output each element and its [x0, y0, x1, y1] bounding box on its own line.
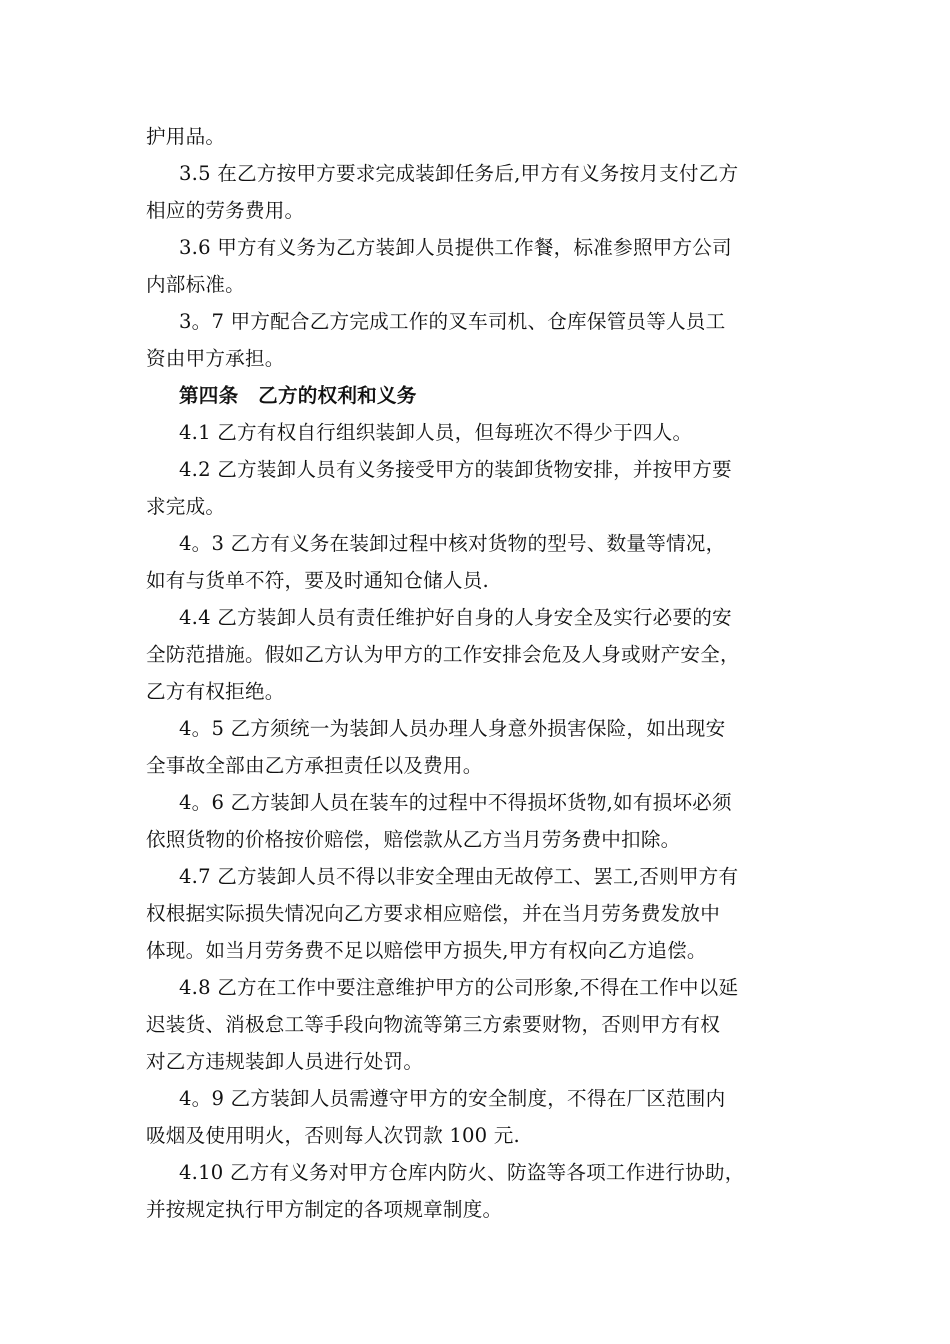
- text-line: 吸烟及使用明火，否则每人次罚款 100 元.: [146, 1124, 520, 1147]
- clause-3-7: 3。7 甲方配合乙方完成工作的叉车司机、仓库保管员等人员工: [179, 310, 726, 333]
- clause-4-1: 4.1 乙方有权自行组织装卸人员，但每班次不得少于四人。: [179, 421, 693, 444]
- text-line: 全事故全部由乙方承担责任以及费用。: [146, 754, 483, 777]
- clause-4-8: 4.8 乙方在工作中要注意维护甲方的公司形象,不得在工作中以延: [179, 976, 739, 999]
- clause-3-6: 3.6 甲方有义务为乙方装卸人员提供工作餐，标准参照甲方公司: [179, 236, 732, 259]
- text-line: 护用品。: [146, 125, 226, 148]
- clause-3-5: 3.5 在乙方按甲方要求完成装卸任务后,甲方有义务按月支付乙方: [179, 162, 739, 185]
- text-line: 求完成。: [146, 495, 226, 518]
- clause-4-2: 4.2 乙方装卸人员有义务接受甲方的装卸货物安排，并按甲方要: [179, 458, 732, 481]
- clause-4-4: 4.4 乙方装卸人员有责任维护好自身的人身安全及实行必要的安: [179, 606, 732, 629]
- clause-4-5: 4。5 乙方须统一为装卸人员办理人身意外损害保险，如出现安: [179, 717, 726, 740]
- text-line: 相应的劳务费用。: [146, 199, 305, 222]
- section-heading-article-4: 第四条 乙方的权利和义务: [179, 384, 417, 407]
- text-line: 对乙方违规装卸人员进行处罚。: [146, 1050, 424, 1073]
- document-page: [146, 118, 814, 1228]
- text-line: 乙方有权拒绝。: [146, 680, 285, 703]
- clause-4-9: 4。9 乙方装卸人员需遵守甲方的安全制度，不得在厂区范围内: [179, 1087, 726, 1110]
- clause-4-7: 4.7 乙方装卸人员不得以非安全理由无故停工、罢工,否则甲方有: [179, 865, 739, 888]
- text-line: 资由甲方承担。: [146, 347, 285, 370]
- text-line: 权根据实际损失情况向乙方要求相应赔偿，并在当月劳务费发放中: [146, 902, 721, 925]
- text-line: 如有与货单不符，要及时通知仓储人员.: [146, 569, 489, 592]
- clause-4-3: 4。3 乙方有义务在装卸过程中核对货物的型号、数量等情况，: [179, 532, 726, 555]
- text-line: 依照货物的价格按价赔偿，赔偿款从乙方当月劳务费中扣除。: [146, 828, 681, 851]
- text-line: 并按规定执行甲方制定的各项规章制度。: [146, 1198, 503, 1221]
- text-line: 体现。如当月劳务费不足以赔偿甲方损失,甲方有权向乙方追偿。: [146, 939, 707, 962]
- clause-4-10: 4.10 乙方有义务对甲方仓库内防火、防盗等各项工作进行协助，: [179, 1161, 745, 1184]
- text-line: 内部标准。: [146, 273, 245, 296]
- text-line: 全防范措施。假如乙方认为甲方的工作安排会危及人身或财产安全，: [146, 643, 740, 666]
- clause-4-6: 4。6 乙方装卸人员在装车的过程中不得损坏货物,如有损坏必须: [179, 791, 732, 814]
- text-line: 迟装货、消极怠工等手段向物流等第三方索要财物，否则甲方有权: [146, 1013, 721, 1036]
